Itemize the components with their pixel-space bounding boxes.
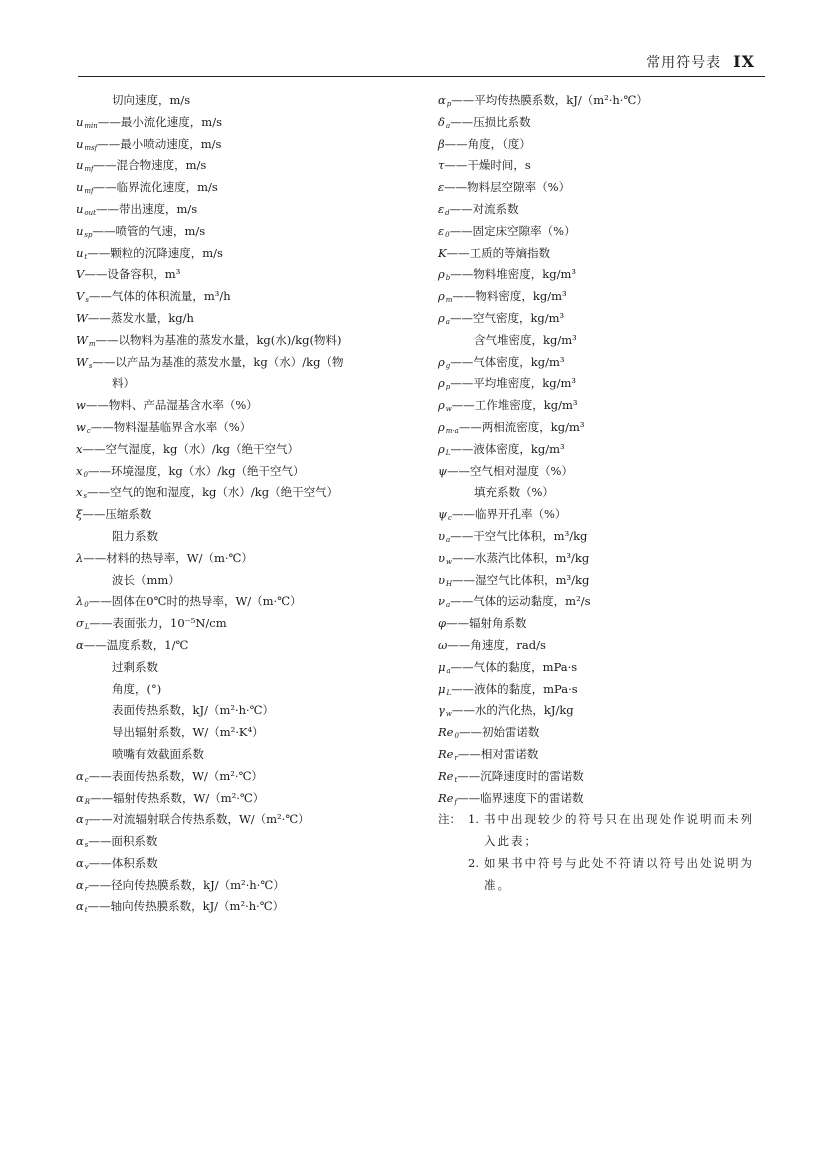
symbol: V [76,289,85,304]
symbol-description: ——物料、产品湿基含水率（%） [85,398,258,413]
symbol: K [438,245,447,260]
symbol-subscript: s [84,841,89,850]
symbol-description: ——温度系数，1/℃ [83,637,189,652]
symbol-subscript: c [86,426,91,435]
symbol-description: ——物料密度，kg/m³ [452,289,567,304]
symbol-subscript: w [445,710,452,719]
symbol: υ [438,572,445,587]
symbol-subscript: c [84,775,89,784]
symbol-subscript: a [445,317,450,326]
symbol-entry [438,613,768,635]
symbol-subscript: f [454,797,458,806]
symbol-subscript: 0 [84,601,89,610]
symbol-continuation: 角度，(°) [112,681,162,696]
symbol-description: ——空气的饱和湿度，kg（水）/kg（绝干空气） [87,485,339,500]
symbol-entry [76,788,416,810]
symbol-subscript: w [445,405,452,414]
symbol-entry [438,657,768,679]
symbol-subscript: t [84,252,88,261]
symbol-subscript: m·a [445,426,459,435]
symbol: Re [438,768,454,783]
symbol-subscript: 0 [454,732,459,741]
symbol: ρ [438,419,445,434]
symbol-subscript: s [83,492,88,501]
symbol: α [438,93,446,107]
symbol-subscript: L [84,623,90,632]
symbol-description: ——以产品为基准的蒸发水量，kg（水）/kg（物 [92,354,344,369]
symbol-description: ——沉降速度时的雷诺数 [457,768,584,783]
symbol-description: ——固定床空隙率（%） [449,223,576,238]
symbol: x [76,441,83,456]
symbol-description: ——初始雷诺数 [458,725,540,740]
symbol-entry [76,896,416,918]
symbol-description: ——带出速度，m/s [95,201,198,216]
symbol-entry [438,177,768,199]
symbol-subscript: out [84,208,96,217]
symbol: ω [438,637,448,652]
symbol-description: ——平均传热膜系数，kJ/（m²·h·℃） [451,93,648,107]
symbol-entry [438,548,768,570]
symbol: u [76,245,84,260]
symbol-entry [76,286,416,308]
symbol-entry [76,352,416,374]
symbol: x [76,463,83,478]
symbol: μ [438,659,446,674]
symbol-subscript: d [445,208,450,217]
symbol-subscript: w [446,557,452,566]
symbol: ε [438,180,445,195]
symbol-entry [438,526,768,548]
symbol: α [76,834,84,849]
symbol-description: ——气体的黏度，mPa·s [450,659,578,674]
symbol-continuation: 过剩系数 [112,659,158,674]
symbol-entry [438,352,768,374]
symbol: u [76,223,84,238]
symbol: ρ [438,376,445,391]
symbol-description: ——颗粒的沉降速度，m/s [87,245,223,260]
symbol: ρ [438,354,445,369]
symbol-subscript: r [454,753,458,762]
symbol-entry [438,788,768,810]
symbol-entry [438,635,768,657]
symbol-description: ——水蒸汽比体积，m³/kg [452,550,590,565]
right-entries [438,90,768,809]
symbol: α [76,877,84,892]
symbol-description: ——液体的黏度，mPa·s [451,681,578,696]
symbol-entry [76,548,416,570]
symbol-entry [76,112,416,134]
symbol-description: ——最小喷动速度，m/s [97,136,222,151]
symbol-subscript: g [445,361,451,370]
symbol-description: ——面积系数 [88,834,158,849]
symbol-description: ——混合物速度，m/s [93,158,207,173]
symbol-entry [438,461,768,483]
note-2-text: 如果书中符号与此处不符请以符号出处说明为准。 [484,855,754,892]
note-lead: 注： [438,812,461,827]
symbol: ρ [438,310,445,325]
symbol: w [76,419,86,434]
symbol-subscript: p [446,100,452,108]
symbol-subscript: s [85,296,89,305]
symbol-column-left [76,90,416,918]
symbol: υ [438,550,445,565]
symbol: ξ [76,507,83,522]
symbol-subscript: a [445,121,451,130]
symbol-entry [76,155,416,177]
page-header [646,52,755,72]
symbol-description: ——气体密度，kg/m³ [450,354,565,369]
symbol-subscript: r [84,884,89,893]
symbol-entry [76,504,416,526]
symbol-description: ——对流系数 [449,201,519,216]
symbol: W [76,354,88,369]
symbol-description: ——压缩系数 [82,507,152,522]
symbol-continuation: 切向速度，m/s [112,93,191,107]
symbol: Re [438,725,454,740]
symbol-entry [438,243,768,265]
symbol-subscript: mf [84,187,94,196]
symbol-subscript: a [446,535,451,544]
symbol: λ [76,550,84,565]
symbol: α [76,899,84,914]
symbol-entry [438,570,768,592]
symbol-entry [76,134,416,156]
symbol: u [76,201,84,216]
symbol: Re [438,746,454,761]
symbol-description: ——空气相对湿度（%） [447,463,573,478]
symbol: ρ [438,398,445,413]
symbol-subscript: 0 [445,230,450,239]
symbol-entry [438,373,768,395]
symbol-entry [438,722,768,744]
symbol-continuation: 波长（mm） [112,572,180,587]
symbol: W [76,310,88,325]
note-1-text: 书中出现较少的符号只在出现处作说明而未列入此表； [484,812,754,849]
symbol: α [76,768,84,783]
notes [438,809,768,896]
symbol-subscript: s [88,361,93,370]
symbol: V [76,267,85,282]
symbol-description: ——最小流化速度，m/s [97,114,222,129]
symbol-description: ——临界速度下的雷诺数 [457,790,584,805]
symbol-entry [76,613,416,635]
symbol: u [76,180,84,195]
symbol-subscript: L [446,688,452,697]
symbol-description: ——物料湿基临界含水率（%） [90,419,252,434]
symbol-description: ——工质的等熵指数 [446,245,551,260]
symbol: u [76,158,84,173]
symbol-description: ——材料的热导率，W/（m·℃） [83,550,253,565]
symbol-description: ——临界开孔率（%） [451,507,567,522]
symbol: ε [438,201,445,216]
symbol-description: ——湿空气比体积，m³/kg [452,572,590,587]
symbol-subscript: m [445,296,453,305]
symbol: ρ [438,267,445,282]
symbol-entry [76,395,416,417]
symbol: λ [76,594,84,609]
symbol-description: ——固体在0℃时的热导率，W/（m·℃） [88,594,302,609]
symbol-subscript: m [88,339,96,348]
symbol: α [76,790,84,805]
symbol-description: ——压损比系数 [450,114,531,129]
symbol-entry [438,221,768,243]
symbol: α [76,637,84,652]
symbol: σ [76,616,84,631]
symbol-subscript: a [446,601,451,610]
symbol-description: ——空气湿度，kg（水）/kg（绝干空气） [82,441,300,456]
symbol: φ [438,616,447,631]
symbol-entry [76,439,416,461]
symbol-description: ——喷管的气速，m/s [92,223,206,238]
symbol-entry [438,504,768,526]
symbol-description: ——工作堆密度，kg/m³ [451,398,578,413]
symbol: α [76,812,84,827]
header-rule [78,76,765,77]
symbol-subscript: min [84,121,98,130]
symbol-entry [76,417,416,439]
symbol-entry [76,766,416,788]
symbol-continuation: 表面传热系数，kJ/（m²·h·℃） [112,703,275,718]
symbol-description: ——液体密度，kg/m³ [450,441,565,456]
symbol-entry [438,700,768,722]
symbol-description: ——径向传热膜系数，kJ/（m²·h·℃） [88,877,285,892]
symbol-description: ——两相流密度，kg/m³ [458,419,585,434]
symbol: ψ [438,463,448,478]
symbol-continuation: 含气堆密度，kg/m³ [474,332,577,347]
symbol-entry [438,264,768,286]
symbol-entry [438,134,768,156]
symbol: x [76,485,83,500]
symbol-entry [76,831,416,853]
symbol-entry [76,635,416,657]
symbol-entry [438,308,768,330]
symbol-entry [438,155,768,177]
symbol-description: ——以物料为基准的蒸发水量，kg(水)/kg(物料) [95,332,342,347]
symbol-entry [76,591,416,613]
symbol: ψ [438,507,448,522]
symbol-description: ——气体的运动黏度，m²/s [450,594,591,609]
symbol-continuation: 填充系数（%） [474,485,554,500]
symbol-entry [438,744,768,766]
symbol-continuation: 喷嘴有效截面系数 [112,746,204,761]
symbol-description: ——角度，（度） [444,136,531,151]
symbol-continuation: 导出辐射系数，W/（m²·K⁴） [112,725,264,740]
symbol-entry [76,482,416,504]
symbol-entry [76,809,416,831]
symbol-entry [76,221,416,243]
symbol-entry [438,90,768,112]
symbol: μ [438,681,446,696]
page-number: IX [733,52,755,71]
symbol-subscript: v [84,862,89,871]
symbol-entry [76,308,416,330]
symbol-description: ——表面张力，10⁻⁵N/cm [89,616,227,631]
symbol-description: ——辐射传热系数，W/（m²·℃） [90,790,265,805]
symbol-description: ——相对雷诺数 [457,746,539,761]
symbol-entry [76,264,416,286]
symbol-description: ——水的汽化热，kJ/kg [451,703,574,718]
symbol-entry [438,439,768,461]
symbol-entry [76,461,416,483]
symbol-continuation: 阻力系数 [112,528,158,543]
symbol-description: ——气体的体积流量，m³/h [88,289,231,304]
symbol-description: ——表面传热系数，W/（m²·℃） [88,768,263,783]
symbol-entry [438,766,768,788]
symbol-description: ——设备容积，m³ [84,267,181,282]
symbol-description: ——体积系数 [88,855,158,870]
symbol-subscript: b [445,274,451,283]
symbol-subscript: t [84,906,88,915]
symbol-description: ——物料层空隙率（%） [444,180,571,195]
symbol: υ [438,528,445,543]
symbol-subscript: R [84,797,91,806]
symbol-description: ——临界流化速度，m/s [93,180,218,195]
symbol: τ [438,158,445,173]
symbol-description: ——对流辐射联合传热系数，W/（m²·℃） [89,812,310,827]
symbol-entry [438,395,768,417]
symbol-subscript: t [454,775,458,784]
symbol: β [438,136,445,151]
symbol-entry [76,853,416,875]
symbol-entry [76,330,416,352]
symbol-subscript: c [448,514,452,523]
symbol-column-right [438,90,768,896]
symbol-entry [438,591,768,613]
symbol-description: ——空气密度，kg/m³ [449,310,565,325]
symbol-subscript: msf [84,143,98,152]
symbol: ε [438,223,445,238]
symbol: w [76,398,86,413]
symbol-entry [76,243,416,265]
symbol-description: ——环境湿度，kg（水）/kg（绝干空气） [87,463,305,478]
symbol-entry [76,177,416,199]
symbol-description: ——辐射角系数 [446,616,527,631]
symbol-subscript: L [445,448,451,457]
symbol-subscript: mf [84,165,94,174]
symbol-description: ——角速度，rad/s [447,637,546,652]
symbol-entry [76,199,416,221]
symbol-subscript: p [445,383,451,392]
symbol: ν [438,594,445,609]
symbol-continuation: 料） [112,376,135,391]
symbol-description: ——物料堆密度，kg/m³ [450,267,576,282]
symbol: u [76,136,84,151]
symbol-entry [76,875,416,897]
symbol: δ [438,114,445,129]
symbol-entry [438,112,768,134]
symbol-subscript: 0 [83,470,88,479]
symbol: γ [438,703,445,718]
symbol-description: ——蒸发水量，kg/h [87,310,194,325]
symbol: α [76,855,84,870]
symbol-description: ——轴向传热膜系数，kJ/（m²·h·℃） [87,899,285,914]
symbol-entry [438,679,768,701]
symbol-subscript: H [446,579,453,588]
symbol: ρ [438,441,445,456]
symbol-entry [438,417,768,439]
symbol-description: ——平均堆密度，kg/m³ [450,376,576,391]
symbol-description: ——干空气比体积，m³/kg [450,528,588,543]
symbol: ρ [438,289,445,304]
symbol-subscript: T [84,819,90,828]
symbol: Re [438,790,454,805]
symbol-description: ——干燥时间，s [444,158,531,173]
symbol-subscript: sp [84,230,93,239]
header-title: 常用符号表 [646,55,722,71]
note-1-number: 1. [468,812,479,827]
symbol-entry [438,286,768,308]
symbol: W [76,332,88,347]
symbol-subscript: a [446,666,451,675]
note-2-number: 2. [468,855,479,870]
symbol-entry [438,199,768,221]
symbol: u [76,114,84,129]
